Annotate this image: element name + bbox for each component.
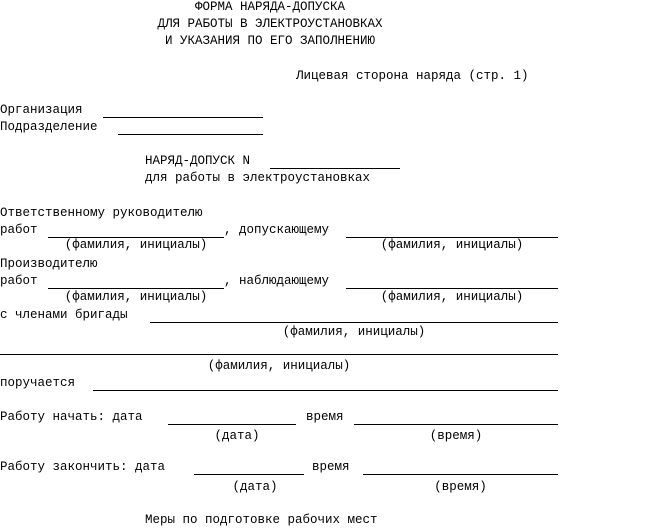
finish-date-label: Работу закончить: дата bbox=[0, 460, 166, 474]
observer-name-field[interactable] bbox=[346, 288, 558, 289]
crew-label: с членами бригады bbox=[0, 308, 128, 322]
header-line-3: И УКАЗАНИЯ ПО ЕГО ЗАПОЛНЕНИЮ bbox=[164, 34, 376, 48]
start-date-field[interactable] bbox=[168, 424, 296, 425]
responsible-label: Ответственному руководителю bbox=[0, 206, 203, 220]
subdivision-field[interactable] bbox=[118, 134, 263, 135]
measures-title: Меры по подготовке рабочих мест bbox=[145, 513, 378, 527]
responsible-name-hint: (фамилия, инициалы) bbox=[64, 238, 208, 252]
header-line-1: ФОРМА НАРЯДА-ДОПУСКА bbox=[194, 0, 346, 14]
producer-works-label: работ bbox=[0, 274, 38, 288]
start-date-hint: (дата) bbox=[214, 429, 260, 443]
assigned-label: поручается bbox=[0, 376, 76, 390]
observer-name-hint: (фамилия, инициалы) bbox=[380, 290, 524, 304]
crew-names-hint: (фамилия, инициалы) bbox=[282, 325, 426, 339]
assigned-field[interactable] bbox=[93, 390, 558, 391]
finish-time-field[interactable] bbox=[363, 474, 558, 475]
observer-label: , наблюдающему bbox=[224, 274, 330, 288]
producer-name-hint: (фамилия, инициалы) bbox=[64, 290, 208, 304]
permit-title: НАРЯД-ДОПУСК N bbox=[145, 154, 251, 168]
finish-date-field[interactable] bbox=[194, 474, 304, 475]
crew-names-field-extra[interactable] bbox=[0, 354, 558, 355]
admitting-name-hint: (фамилия, инициалы) bbox=[380, 238, 524, 252]
producer-label: Производителю bbox=[0, 257, 98, 271]
organization-field[interactable] bbox=[103, 117, 263, 118]
finish-time-label: время bbox=[312, 460, 350, 474]
organization-label: Организация bbox=[0, 103, 83, 117]
header-line-2: ДЛЯ РАБОТЫ В ЭЛЕКТРОУСТАНОВКАХ bbox=[157, 17, 383, 31]
side-note: Лицевая сторона наряда (стр. 1) bbox=[296, 69, 529, 83]
producer-name-field[interactable] bbox=[48, 288, 224, 289]
crew-names-field[interactable] bbox=[150, 322, 558, 323]
crew-names-extra-hint: (фамилия, инициалы) bbox=[207, 359, 351, 373]
subdivision-label: Подразделение bbox=[0, 120, 98, 134]
start-time-field[interactable] bbox=[354, 424, 558, 425]
admitting-label: , допускающему bbox=[224, 223, 330, 237]
responsible-works-label: работ bbox=[0, 223, 38, 237]
permit-subtitle: для работы в электроустановках bbox=[145, 171, 371, 185]
permit-number-field[interactable] bbox=[270, 168, 400, 169]
start-time-hint: (время) bbox=[429, 429, 483, 443]
finish-date-hint: (дата) bbox=[232, 480, 278, 494]
start-time-label: время bbox=[306, 410, 344, 424]
finish-time-hint: (время) bbox=[434, 480, 487, 494]
start-date-label: Работу начать: дата bbox=[0, 410, 143, 424]
